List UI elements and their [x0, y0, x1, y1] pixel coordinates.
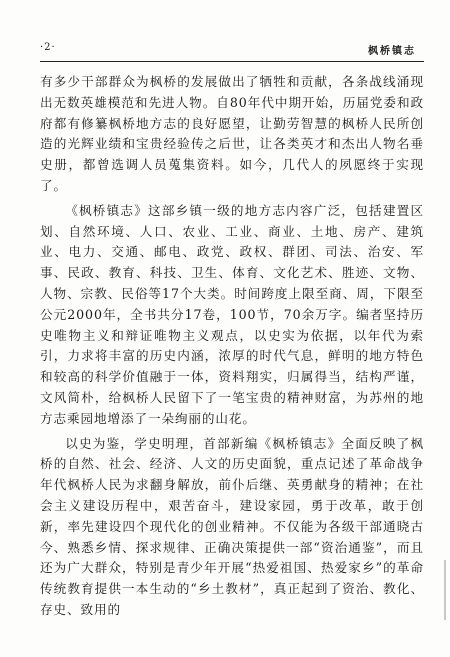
scan-edge-mark — [444, 560, 446, 620]
page-header — [40, 42, 420, 58]
paragraph-2: 《枫桥镇志》这部乡镇一级的地方志内容广泛，包括建置区划、自然环境、人口、农业、工业、商业、土地、房产、建筑业、电力、交通、邮电、政党、政权、群团、司法、治安、军事、民政、教育、科技、卫生、体育、文化艺术、胜迹、文物、人物、宗教、民俗等17个大类。时间跨度上限至商、周，下限至公元2000年，全书共分17卷，100节，70余万字。编者坚持历史唯物主义和辩证唯物主义观点，以史实为依据，以年代为索引，力求将丰富的历史内涵，浓厚的时代气息，鲜明的地方特色和较高的科学价值融于一体，资料翔实，归属得当，结构严谨，文风简朴，给枫桥人民留下了一笔宝贵的精神财富，为苏州的地方志乘园地增添了一朵绚丽的山花。 — [40, 202, 424, 426]
paragraph-3: 以史为鉴，学史明理，首部新编《枫桥镇志》全面反映了枫桥的自然、社会、经济、人文的历史面貌，重点记述了革命战争年代枫桥人民为求翻身解放，前仆后继、英勇献身的精神；在社会主义建设历程中，艰苦奋斗，建设家园，勇于改革，敢于创新，率先建设四个现代化的创业精神。不仅能为各级干部通晓古今、熟悉乡情、探求规律、正确决策提供一部“资治通鉴”，而且还为广大群众，特别是青少年开展“热爱祖国、热爱家乡”的革命传统教育提供一本生动的“乡土教材”，真正起到了资治、教化、存史、致用的 — [40, 435, 424, 617]
paragraph-1: 有多少干部群众为枫桥的发展做出了牺牲和贡献，各条战线涌现出无数英雄模范和先进人物。自80年代中期开始，历届党委和政府都有修纂枫桥地方志的良好愿望，让勤劳智慧的枫桥人民所创造的光辉业绩和宝贵经验传之后世，让各类英才和杰出人物名垂史册，都曾选调人员蒐集资料。如今，几代人的夙愿终于实现了。 — [40, 74, 424, 193]
page-number: ·2· — [40, 42, 56, 53]
header-rule — [40, 61, 424, 62]
running-title: 枫桥镇志 — [368, 46, 416, 57]
body-text — [40, 72, 424, 625]
